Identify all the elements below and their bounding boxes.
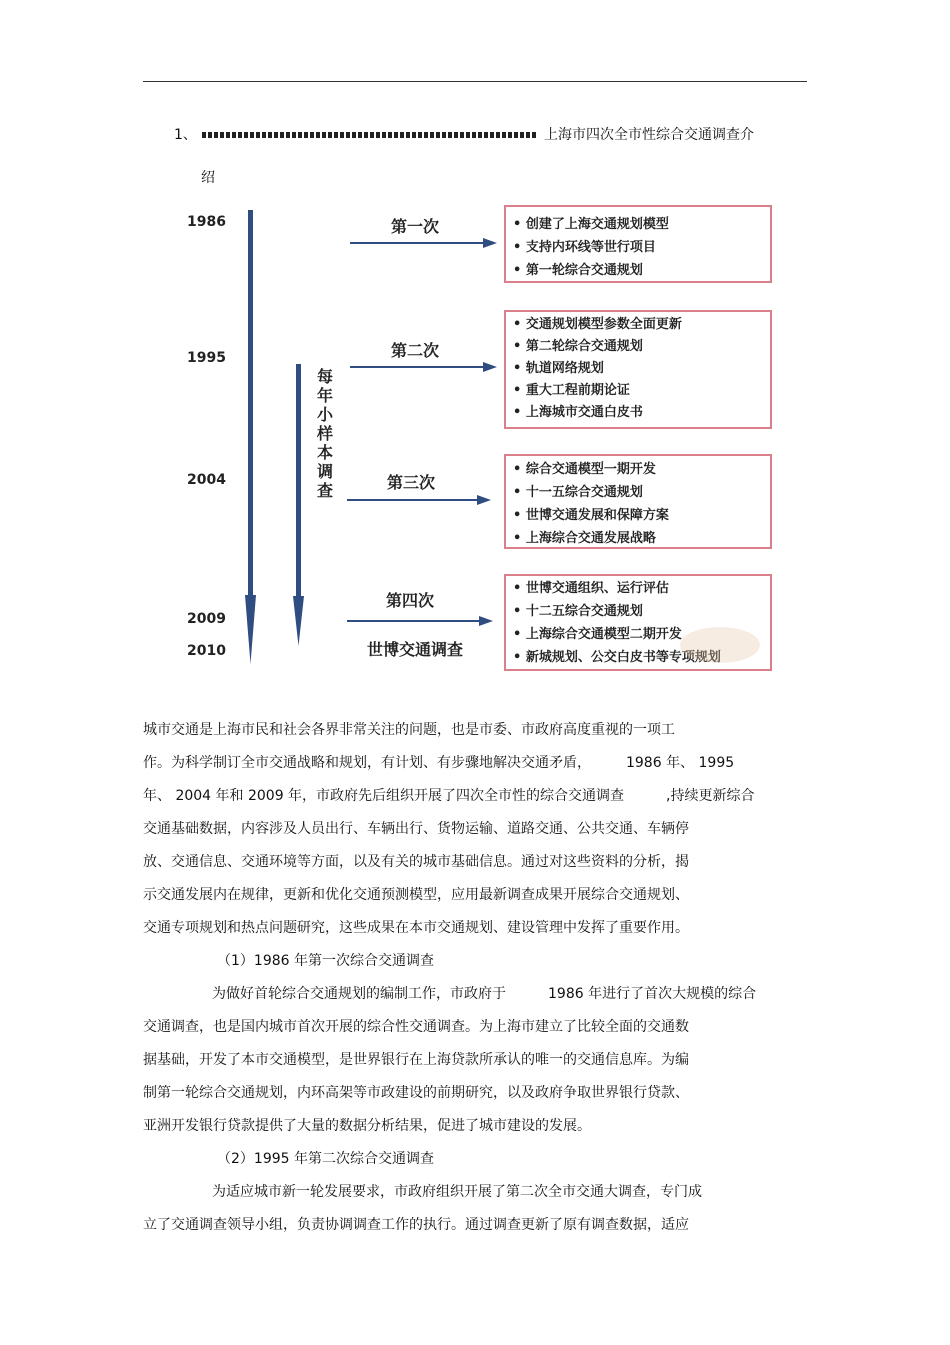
survey-label-secondary: 世博交通调查 <box>366 640 464 659</box>
result-item: • 轨道网络规划 <box>513 361 604 376</box>
vertical-label-char: 查 <box>316 481 334 500</box>
intro-paragraph <box>143 714 803 1242</box>
text-line: 城市交通是上海市民和社会各界非常关注的问题，也是市委、市政府高度重视的一项工 <box>143 722 675 738</box>
text-line: 放、交通信息、交通环境等方面，以及有关的城市基础信息。通过对这些资料的分析，揭 <box>143 854 689 870</box>
vertical-label-char: 小 <box>316 405 334 424</box>
text-line: 为做好首轮综合交通规划的编制工作，市政府于 1986 年进行了首次大规模的综合 <box>212 986 757 1002</box>
result-item: • 十一五综合交通规划 <box>513 485 643 500</box>
result-item: • 创建了上海交通规划模型 <box>513 217 669 232</box>
text-line: 交通专项规划和热点问题研究，这些成果在本市交通规划、建设管理中发挥了重要作用。 <box>143 920 689 936</box>
result-item: • 上海综合交通模型二期开发 <box>513 627 682 642</box>
result-item: • 世博交通发展和保障方案 <box>513 508 669 523</box>
vertical-label-char: 样 <box>316 424 334 443</box>
survey-label: 第二次 <box>390 341 440 360</box>
timeline-diagram <box>175 200 775 676</box>
watermark-logo <box>680 627 760 663</box>
text-line: 交通基础数据，内容涉及人员出行、车辆出行、货物运输、道路交通、公共交通、车辆停 <box>143 821 689 837</box>
vertical-label-char: 本 <box>316 443 334 462</box>
section-title: （2）1995 年第二次综合交通调查 <box>217 1151 434 1167</box>
vertical-label-char: 每 <box>316 367 334 386</box>
year-label: 2009 <box>187 611 226 627</box>
heading-number: 1、 <box>174 127 197 143</box>
text-line: 亚洲开发银行贷款提供了大量的数据分析结果，促进了城市建设的发展。 <box>143 1118 591 1134</box>
heading-title: 上海市四次全市性综合交通调查介 <box>544 127 754 143</box>
heading-leader-dots <box>202 132 538 138</box>
text-line: 年、 2004 年和 2009 年，市政府先后组织开展了四次全市性的综合交通调查 ,持续更新综合 <box>143 788 755 804</box>
result-item: • 新城规划、公交白皮书等专项规划 <box>513 650 721 665</box>
result-item: • 交通规划模型参数全面更新 <box>513 317 682 332</box>
survey-timeline-figure <box>175 200 775 676</box>
text-line: 制第一轮综合交通规划，内环高架等市政建设的前期研究，以及政府争取世界银行贷款、 <box>143 1085 689 1101</box>
text-line: 交通调查，也是国内城市首次开展的综合性交通调查。为上海市建立了比较全面的交通数 <box>143 1019 689 1035</box>
year-label: 2010 <box>187 643 226 659</box>
vertical-label-char: 年 <box>316 386 334 405</box>
vertical-label-annual-sample-survey <box>316 367 334 500</box>
section-title: （1）1986 年第一次综合交通调查 <box>217 953 434 969</box>
text-line: 据基础，开发了本市交通模型，是世界银行在上海贷款所承认的唯一的交通信息库。为编 <box>143 1052 689 1068</box>
survey-label: 第四次 <box>385 591 435 610</box>
main-timeline-shaft <box>248 210 253 634</box>
sample-survey-shaft <box>296 364 301 604</box>
year-label: 2004 <box>187 472 226 488</box>
survey-label: 第三次 <box>386 473 436 492</box>
text-line: 立了交通调查领导小组，负责协调调查工作的执行。通过调查更新了原有调查数据，适应 <box>143 1217 689 1233</box>
text-line: 为适应城市新一轮发展要求，市政府组织开展了第二次全市交通大调查，专门成 <box>212 1184 702 1200</box>
section-heading <box>174 124 754 144</box>
text-line: 作。为科学制订全市交通战略和规划，有计划、有步骤地解决交通矛盾， 1986 年、 1995 <box>143 755 735 771</box>
result-item: • 上海城市交通白皮书 <box>513 405 643 420</box>
result-item: • 重大工程前期论证 <box>513 383 630 398</box>
result-item: • 世博交通组织、运行评估 <box>513 581 669 596</box>
text-line: 示交通发展内在规律，更新和优化交通预测模型，应用最新调查成果开展综合交通规划、 <box>143 887 689 903</box>
survey-label: 第一次 <box>390 217 440 236</box>
result-item: • 上海综合交通发展战略 <box>513 531 656 546</box>
header-rule <box>143 81 807 82</box>
year-label: 1995 <box>187 350 226 366</box>
year-label: 1986 <box>187 214 226 230</box>
result-item: • 第二轮综合交通规划 <box>513 339 643 354</box>
vertical-label-char: 调 <box>316 462 334 481</box>
result-item: • 第一轮综合交通规划 <box>513 263 643 278</box>
result-item: • 十二五综合交通规划 <box>513 604 643 619</box>
result-item: • 综合交通模型一期开发 <box>513 462 656 477</box>
heading-title-continued: 绍 <box>201 170 215 186</box>
result-item: • 支持内环线等世行项目 <box>513 240 656 255</box>
